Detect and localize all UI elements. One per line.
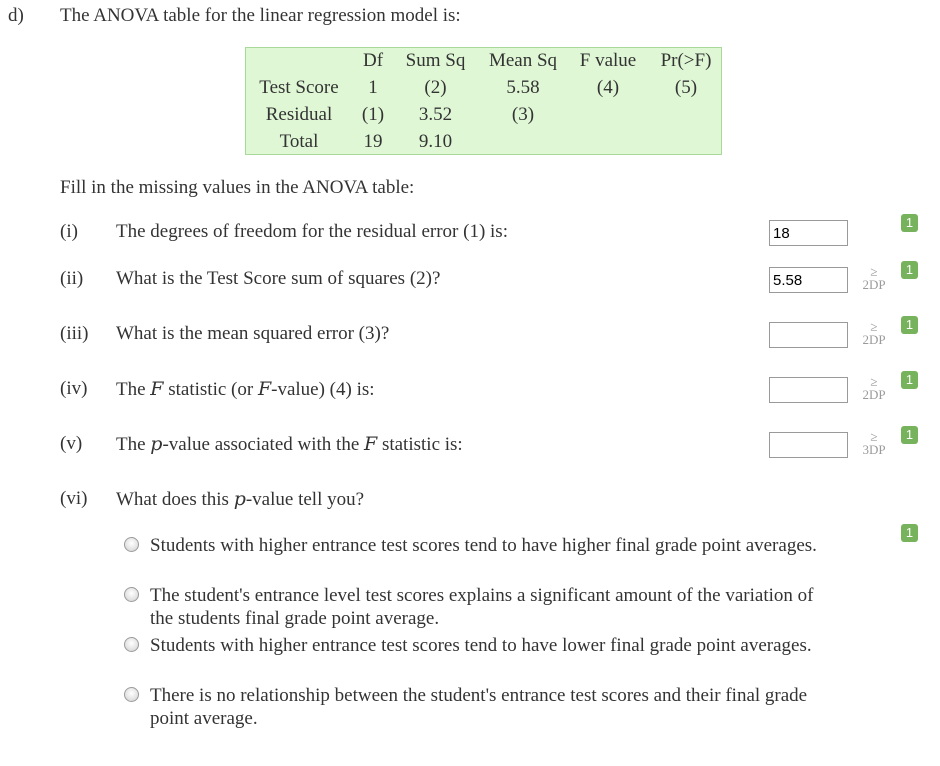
header-p-value: Pr(>F)	[660, 50, 712, 71]
question-text: The p-value associated with the F statistic is:	[116, 433, 463, 455]
radio-button[interactable]	[124, 537, 139, 552]
table-cell: 19	[363, 131, 383, 152]
table-cell: (2)	[424, 77, 447, 98]
header-df: Df	[362, 50, 384, 71]
table-cell: (5)	[674, 77, 698, 98]
header-sum-sq: Sum Sq	[405, 50, 466, 71]
intro-text: The ANOVA table for the linear regression model is:	[60, 5, 461, 26]
question-number: (iii)	[60, 323, 89, 344]
table-cell: 1	[368, 77, 378, 98]
part-label: d)	[8, 5, 24, 26]
table-cell: 5.58	[506, 77, 540, 98]
question-number: (ii)	[60, 268, 84, 289]
mark-badge: 1	[901, 316, 918, 334]
question-number: (i)	[60, 221, 78, 242]
radio-button[interactable]	[124, 687, 139, 702]
table-cell: 3.52	[418, 104, 453, 125]
precision-hint: ≥ 2DP	[862, 264, 886, 292]
radio-button[interactable]	[124, 587, 139, 602]
anova-table	[245, 47, 722, 155]
row-label: Test Score	[259, 77, 339, 98]
mark-badge: 1	[901, 426, 918, 444]
question-text: What does this p-value tell you?	[116, 488, 365, 510]
table-cell: (3)	[511, 104, 535, 125]
row-label: Total	[279, 131, 319, 152]
table-cell: 9.10	[418, 131, 453, 152]
precision-hint: ≥ 2DP	[862, 319, 886, 347]
precision-hint: ≥ 3DP	[862, 429, 886, 457]
row-label: Residual	[265, 104, 333, 125]
precision-hint: ≥ 2DP	[862, 374, 886, 402]
question-text: The degrees of freedom for the residual error (1) is:	[116, 221, 508, 242]
option-label: There is no relationship between the student's entrance test scores and their final grade point average.	[150, 685, 808, 729]
answer-input-5[interactable]	[769, 432, 848, 458]
question-text: What is the mean squared error (3)?	[116, 323, 390, 344]
mark-badge: 1	[901, 261, 918, 279]
option-label: The student's entrance level test scores explains a significant amount of the variation of the students final grade point average.	[150, 585, 814, 629]
option-label: Students with higher entrance test scores tend to have lower final grade point averages.	[150, 635, 812, 656]
header-f-value: F value	[579, 50, 637, 71]
question-number: (iv)	[60, 378, 88, 399]
radio-button[interactable]	[124, 637, 139, 652]
header-mean-sq: Mean Sq	[488, 50, 558, 71]
option-label: Students with higher entrance test scores tend to have higher final grade point averages.	[150, 535, 817, 556]
table-cell: (1)	[361, 104, 385, 125]
question-number: (v)	[60, 433, 83, 454]
table-cell: (4)	[596, 77, 620, 98]
mark-badge: 1	[901, 371, 918, 389]
mark-badge: 1	[901, 524, 918, 542]
answer-input-2[interactable]	[769, 267, 848, 293]
question-text: What is the Test Score sum of squares (2)?	[116, 268, 441, 289]
question-number: (vi)	[60, 488, 88, 509]
fill-instructions: Fill in the missing values in the ANOVA table:	[60, 177, 415, 198]
mark-badge: 1	[901, 214, 918, 232]
question-text: The F statistic (or F-value) (4) is:	[116, 378, 375, 400]
answer-input-4[interactable]	[769, 377, 848, 403]
answer-input-3[interactable]	[769, 322, 848, 348]
answer-input-1[interactable]	[769, 220, 848, 246]
